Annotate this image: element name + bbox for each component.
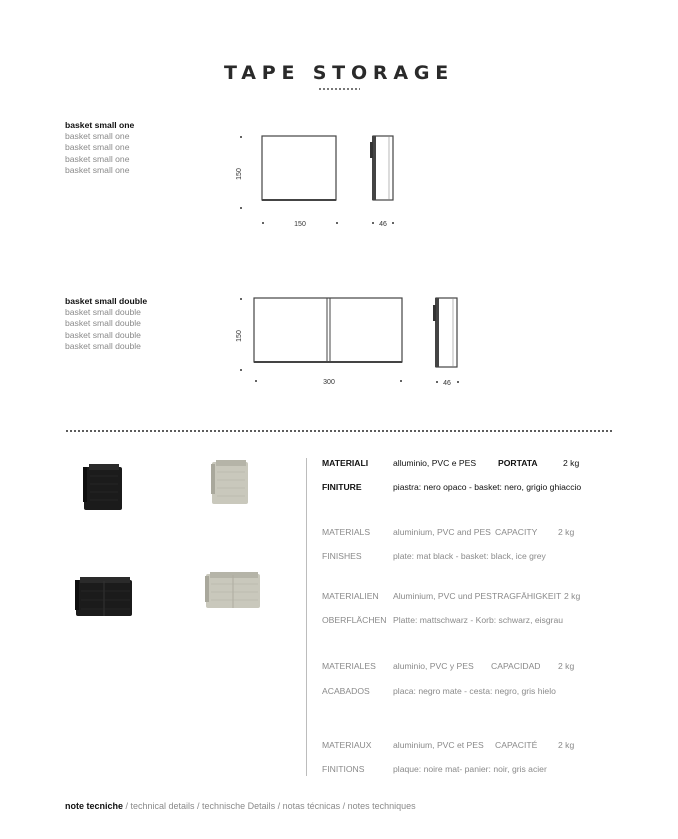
- dim-depth-label: 46: [379, 221, 387, 228]
- finishes-label: FINITIONS: [322, 764, 365, 774]
- variant-heading: basket small double: [65, 296, 148, 306]
- footer-bold: note tecniche: [65, 801, 124, 811]
- basket-small-double-black-image: [72, 575, 134, 624]
- capacity-value: 2 kg: [558, 740, 575, 750]
- materials-label: MATERIALI: [322, 458, 369, 468]
- capacity-value: 2 kg: [558, 661, 575, 671]
- variant-line: basket small double: [65, 329, 141, 340]
- finishes-value: plate: mat black - basket: black, ice grey: [393, 551, 546, 561]
- materials-value: alluminio, PVC e PES: [393, 458, 477, 468]
- dim-height-label: 150: [236, 330, 243, 342]
- footer-technical-notes: [65, 801, 416, 811]
- finishes-label: OBERFLÄCHEN: [322, 615, 387, 625]
- variant-line: basket small double: [65, 318, 141, 329]
- variant-heading: basket small one: [65, 120, 135, 130]
- page-title: TAPE STORAGE: [223, 62, 454, 84]
- materials-label: MATERIALIEN: [322, 591, 379, 601]
- variant-line: basket small one: [65, 131, 130, 142]
- variant-line: basket small one: [65, 153, 130, 164]
- basket-small-one-ice-grey-image: [208, 458, 252, 511]
- finishes-label: ACABADOS: [322, 686, 370, 696]
- capacity-label: TRAGFÄHIGKEIT: [492, 591, 562, 601]
- capacity-label: CAPACITY: [495, 527, 538, 537]
- capacity-label: CAPACITÉ: [495, 740, 538, 750]
- spec-vertical-rule: [306, 458, 307, 776]
- capacity-value: 2 kg: [558, 527, 575, 537]
- finishes-label: FINISHES: [322, 551, 362, 561]
- dim-width-label: 150: [294, 221, 306, 228]
- variant-line: basket small double: [65, 340, 141, 351]
- materials-value: aluminium, PVC et PES: [393, 740, 484, 750]
- basket-small-double-ice-grey-image: [202, 570, 262, 615]
- capacity-value: 2 kg: [564, 591, 581, 601]
- front-view-small-one: [262, 136, 336, 200]
- finishes-label: FINITURE: [322, 482, 362, 492]
- materials-value: aluminio, PVC y PES: [393, 661, 474, 671]
- dim-depth-label: 46: [443, 380, 451, 387]
- dim-width-label: 300: [323, 379, 335, 386]
- materials-value: Aluminium, PVC und PES: [393, 591, 492, 601]
- side-view-small-one: [370, 136, 393, 200]
- finishes-value: placa: negro mate - cesta: negro, gris hielo: [393, 686, 556, 696]
- finishes-value: piastra: nero opaco - basket: nero, grigio ghiaccio: [393, 482, 582, 492]
- capacity-label: PORTATA: [498, 458, 538, 468]
- drawing-small-double: [0, 240, 678, 400]
- side-view-small-double: [433, 298, 457, 367]
- materials-label: MATERIALS: [322, 527, 371, 537]
- dim-height-label: 150: [236, 168, 243, 180]
- drawing-small-one: [0, 0, 678, 240]
- variant-line: basket small double: [65, 307, 141, 318]
- variant-line: basket small one: [65, 164, 130, 175]
- materials-value: aluminium, PVC and PES: [393, 527, 491, 537]
- finishes-value: Platte: mattschwarz - Korb: schwarz, eisgrau: [393, 615, 564, 625]
- materials-label: MATERIAUX: [322, 740, 372, 750]
- footer-rest: / technical details / technische Details / notas técnicas / notes techniques: [123, 801, 416, 811]
- capacity-value: 2 kg: [563, 458, 580, 468]
- basket-small-one-black-image: [80, 462, 124, 517]
- section-divider: [65, 430, 613, 432]
- capacity-label: CAPACIDAD: [491, 661, 541, 671]
- variant-line: basket small one: [65, 142, 130, 153]
- materials-label: MATERIALES: [322, 661, 376, 671]
- front-view-small-double: [254, 298, 402, 362]
- finishes-value: plaque: noire mat- panier: noir, gris acier: [393, 764, 547, 774]
